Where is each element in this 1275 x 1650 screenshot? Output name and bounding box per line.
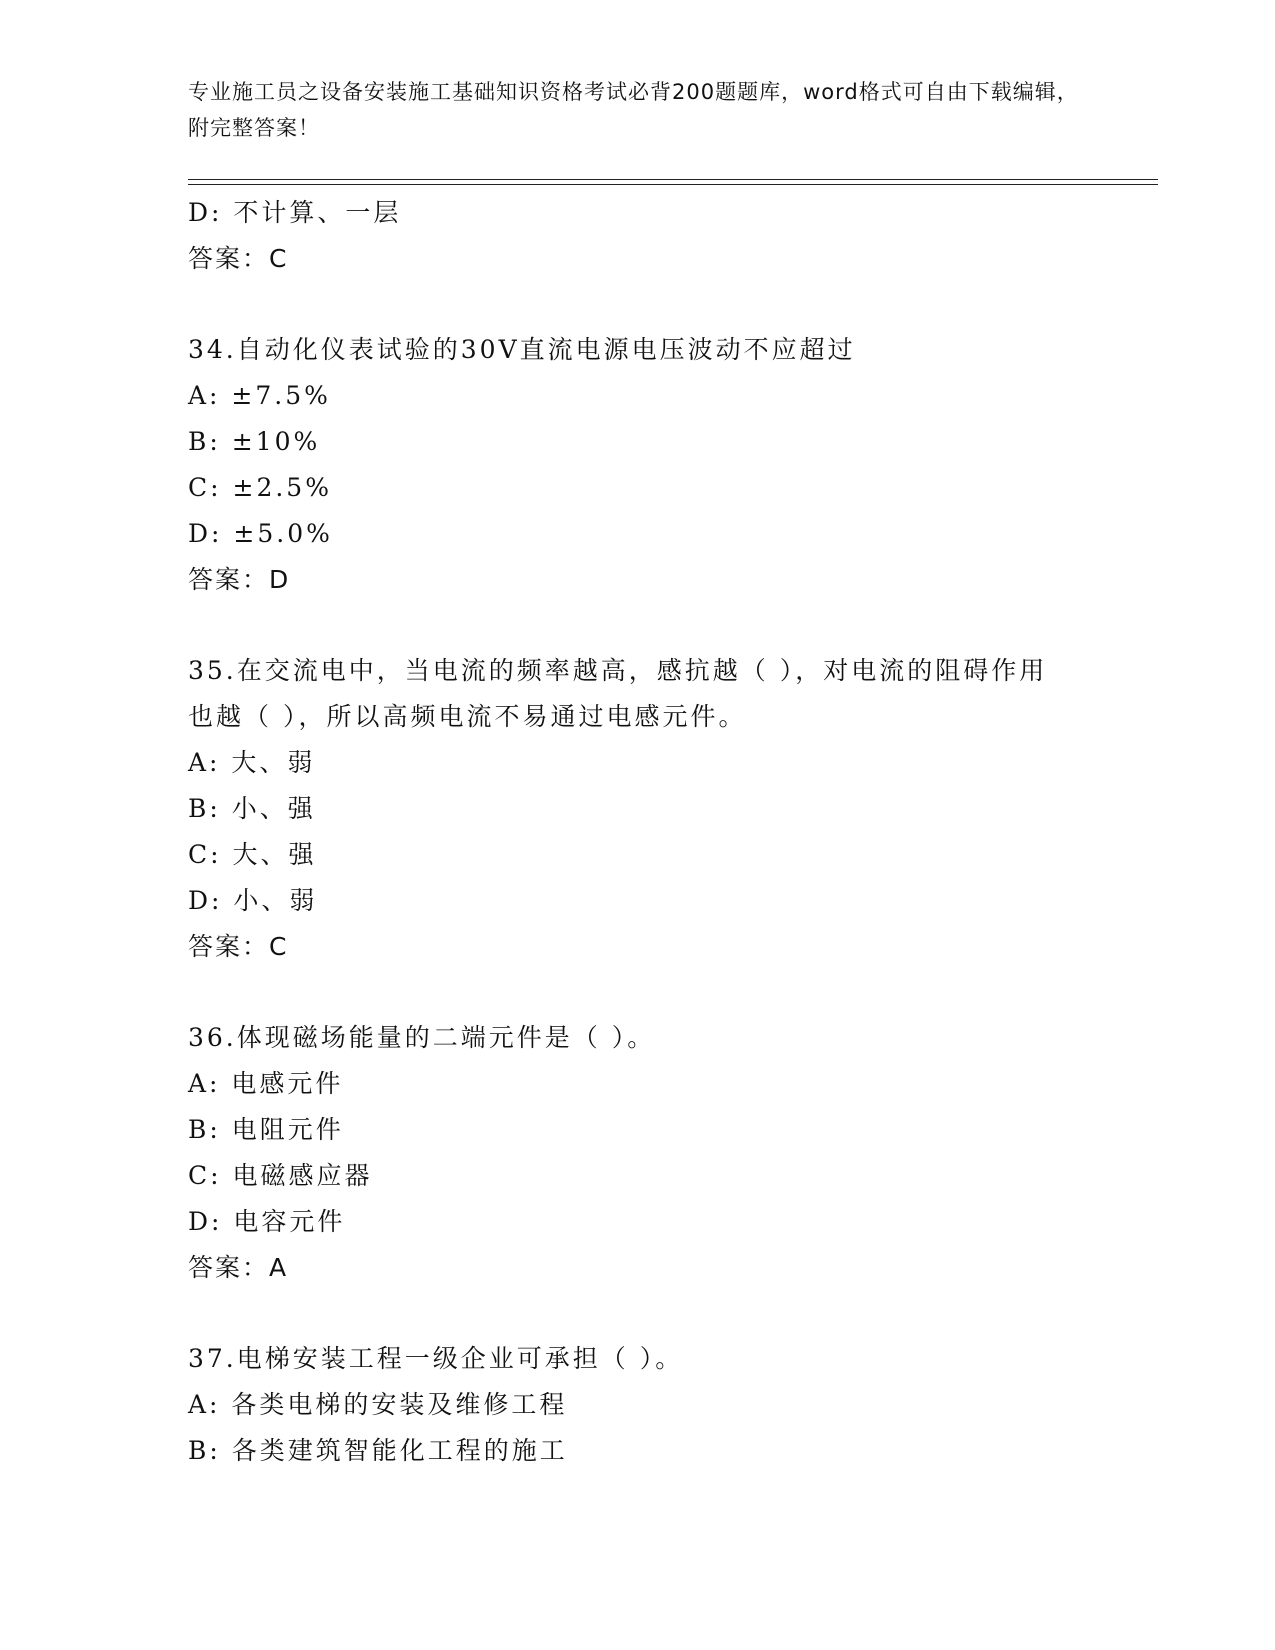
header-divider-top [188, 179, 1158, 180]
question-list [188, 190, 1088, 1474]
option-line: A: 大、弱 [188, 748, 316, 777]
option-line: A: 各类电梯的安装及维修工程 [188, 1390, 568, 1419]
option-line: D: ±5.0% [188, 519, 333, 548]
option-line: D: 电容元件 [188, 1207, 346, 1236]
option-line: A: 电感元件 [188, 1069, 344, 1098]
question-stem: 36.体现磁场能量的二端元件是（ ）。 [188, 1023, 656, 1052]
option-line: B: 电阻元件 [188, 1115, 344, 1144]
answer-line: 答案：C [188, 244, 289, 273]
question-stem: 34.自动化仪表试验的30V直流电源电压波动不应超过 [188, 335, 856, 364]
option-line: C: ±2.5% [188, 473, 332, 502]
option-line: C: 电磁感应器 [188, 1161, 373, 1190]
question-stem: 37.电梯安装工程一级企业可承担（ ）。 [188, 1344, 684, 1373]
option-line: D: 不计算、一层 [188, 198, 402, 227]
answer-line: 答案：D [188, 565, 291, 594]
option-line: A: ±7.5% [188, 381, 331, 410]
answer-line: 答案：C [188, 932, 289, 961]
option-line: B: 小、强 [188, 794, 316, 823]
question-stem: 35.在交流电中，当电流的频率越高，感抗越（ ），对电流的阻碍作用也越（ ），所以高频电流不易通过电感元件。 [188, 656, 1048, 731]
header-divider-bottom [188, 184, 1158, 185]
option-line: D: 小、弱 [188, 886, 318, 915]
option-line: B: ±10% [188, 427, 321, 456]
document-header: 专业施工员之设备安装施工基础知识资格考试必背200题题库，word格式可自由下载编辑，附完整答案！ [188, 80, 1079, 140]
option-line: B: 各类建筑智能化工程的施工 [188, 1436, 568, 1465]
option-line: C: 大、强 [188, 840, 317, 869]
answer-line: 答案：A [188, 1253, 289, 1282]
